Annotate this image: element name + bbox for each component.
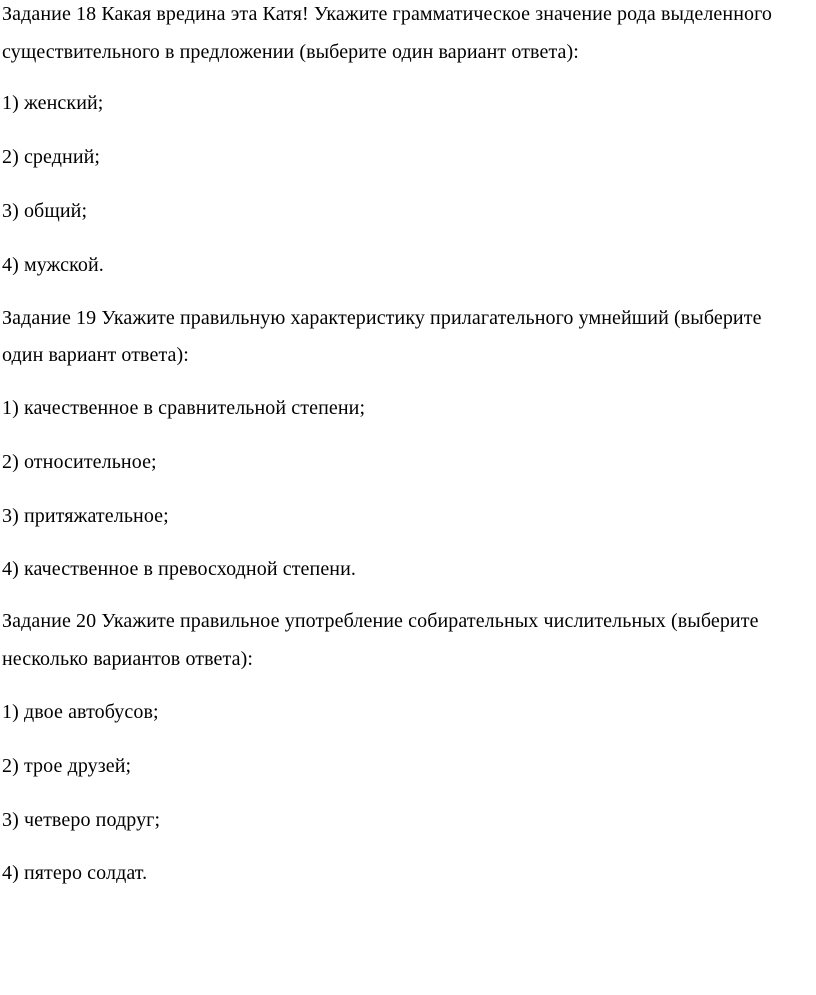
task-20-question-line-1: Задание 20 Укажите правильное употребление собирательных числительных (выберите bbox=[2, 610, 759, 632]
task-20-question-line-2: несколько вариантов ответа): bbox=[2, 648, 254, 670]
task-18-option-2: 2) средний; bbox=[2, 146, 101, 168]
task-18-question-line-1: Задание 18 Какая вредина эта Катя! Укажите грамматическое значение рода выделенного bbox=[2, 3, 773, 25]
task-19-option-2: 2) относительное; bbox=[2, 451, 157, 473]
task-18-question-line-2: существительного в предложении (выберите один вариант ответа): bbox=[2, 41, 579, 63]
task-18-option-4: 4) мужской. bbox=[2, 254, 104, 276]
task-18-option-3: 3) общий; bbox=[2, 200, 88, 222]
task-18-option-1: 1) женский; bbox=[2, 92, 104, 114]
task-19-option-1: 1) качественное в сравнительной степени; bbox=[2, 397, 366, 419]
task-20-option-2: 2) трое друзей; bbox=[2, 755, 132, 777]
task-19-question-line-1: Задание 19 Укажите правильную характеристику прилагательного умнейший (выберите bbox=[2, 307, 762, 329]
task-19-question-line-2: один вариант ответа): bbox=[2, 344, 189, 366]
task-20-option-4: 4) пятеро солдат. bbox=[2, 862, 148, 884]
task-20-option-3: 3) четверо подруг; bbox=[2, 809, 161, 831]
task-20-option-1: 1) двое автобусов; bbox=[2, 701, 159, 723]
task-19-option-4: 4) качественное в превосходной степени. bbox=[2, 558, 356, 580]
task-19-option-3: 3) притяжательное; bbox=[2, 505, 169, 527]
